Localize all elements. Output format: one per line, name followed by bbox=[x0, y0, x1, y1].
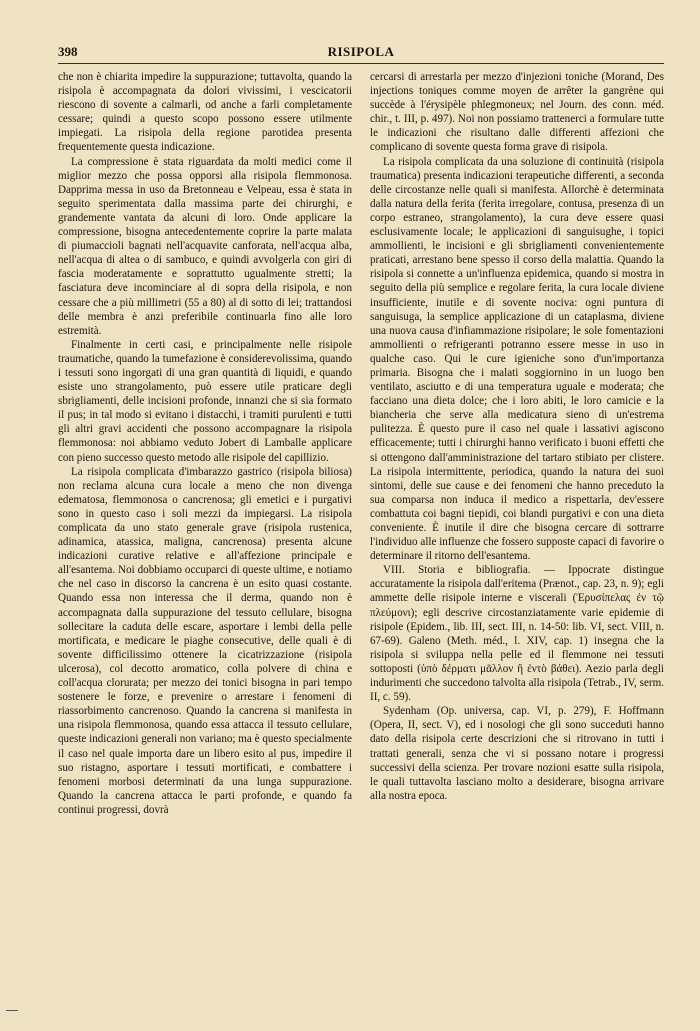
paragraph: Finalmente in certi casi, e principalmente nelle risipole traumatiche, quando la tumefazione è considerevolissima, quando i tessuti sono ingorgati di una gran quantità di liquidi, e quando esiste uno strangolamento, può essere utile praticare degli sbrigliamenti, delle incisioni profonde, innanzi che si sia formato il pus; in tal modo si evitano i distacchi, i tramiti purulenti e tutti gli altri gravi accidenti che possono accompagnare la risipola flemmonosa: noi abbiamo veduto Jobert di Lamballe applicare con pieno successo questo metodo alle risipole del capillizio. bbox=[58, 338, 352, 464]
margin-mark bbox=[6, 1010, 18, 1011]
paragraph: che non è chiarita impedire la suppurazione; tuttavolta, quando la risipola è accompagnata da dolori vivissimi, i vescicatorii riescono di sovente a calmarli, od anche a farli completamente cessare; quindi a questo scopo possono essere utilmente impiegati. La risipola della regione parotidea presenta frequentemente questa indicazione. bbox=[58, 71, 352, 154]
paragraph: La compressione è stata riguardata da molti medici come il miglior mezzo che possa opporsi alla risipola flemmonosa. Dapprima messa in uso da Bretonneau e Velpeau, essa è stata in seguito sperimentata dalla massima parte dei chirurghi, e grandemente vantata da alcuni di loro. Onde applicare la compressione, bisogna antecedentemente coprire la parte malata di piumaccioli bagnati nell'acquavite canforata, nell'acqua alba, nell'acqua di altea o di sambuco, e quindi avvolgerla con giri di fascia moderatamente e soprattutto ugualmente stretti; la fasciatura deve incominciare al di sopra della risipola, e non cessare che a più millimetri (55 a 80) al di sotto di lei; trattandosi delle membra è anzi preferibile continuarla fino alle loro estremità. bbox=[58, 155, 352, 337]
paragraph: La risipola complicata da una soluzione di continuità (risipola traumatica) presenta indicazioni terapeutiche differenti, a seconda delle circostanze nelle quali si manifesta. Allorchè è determinata dalla natura della ferita (ferita irregolare, contusa, presenza di un corpo estraneo, strangolamento), la cura deve essere quasi esclusivamente locale; le applicazioni di sanguisughe, i topici ammollienti, le incisioni e gli sbrigliamenti convenientemente praticati, arrestano bene spesso il corso della malattia. Quando la risipola si connette a un'influenza epidemica, quando si mostra in seguito della più semplice e regolare ferita, la cura locale diviene insufficiente, inutile e di sovente nociva: ogni puntura di sanguisuga, la semplice applicazione di un cataplasma, diviene una nuova causa d'infiammazione risipolare; le sole fomentazioni ammollienti o refrigeranti potranno essere messe in uso in qualche caso. Qui le cure igieniche sono d'un'importanza primaria. Bisogna che i malati soggiornino in un luogo ben ventilato, asciutto e di una temperatura uguale e moderata; che facciano una dieta dolce; che i loro abiti, le loro camicie e la biancheria che serve alla medicatura sieno di un'estrema pulitezza. È questo pure il caso nel quale i lassativi agiscono efficacemente; tutti i chirurghi hanno verificato i buoni effetti che si ottengono dall'amministrazione del tartaro stibiato per clistere. La risipola intermittente, periodica, quando la natura dei suoi sintomi, delle sue cause e dei fenomeni che hanno preceduto la sua comparsa non induca il medico a rispettarla, dev'essere combattuta coi bagni tiepidi, coi blandi purgativi e con una dieta conveniente. È inutile il dire che bisogna cercare di sottrarre l'individuo alle influenze che fossero supposte capaci di favorire o determinare il ritorno dell'esantema. bbox=[370, 155, 664, 563]
paragraph: cercarsi di arrestarla per mezzo d'injezioni toniche (Morand, Des injections toniques comme moyen de arrêter la gangrène qui succède à l'érysipèle phlegmoneux; nel Journ. des conn. méd. chir., t. III, p. 497). Noi non possiamo trattenerci a formulare tutte le indicazioni che risultano dalle differenti affezioni che complicano di sovente questa forma grave di risipola. bbox=[370, 71, 664, 154]
header-rule bbox=[58, 63, 664, 64]
left-column bbox=[58, 70, 352, 817]
paragraph: La risipola complicata d'imbarazzo gastrico (risipola biliosa) non reclama alcuna cura locale a meno che non divenga edematosa, flemmonosa o cancrenosa; gli emetici e i purgativi sono in questo caso i soli mezzi da impiegarsi. La risipola complicata da uno stato generale grave (risipola rustenica, adinamica, atassica, maligna, cancrenosa) presenta alcune indicazioni curative relative e all'affezione principale e all'esantema. Noi dobbiamo occuparci di queste ultime, e notiamo che nel caso in discorso la cancrena è un esito quasi costante. Quando essa non interessa che il derma, quando non è accompagnata dalla suppurazione del tessuto cellulare, bisogna sollecitare la caduta delle escare, asportare i lembi della pelle mortificata, e medicare le piaghe consecutive, delle quali è di sovente difficilissimo ottenere la cicatrizzazione (risipola ulcerosa), col decotto aromatico, colla polvere di china e coll'acqua clorurata; per mezzo dei tonici bisogna in pari tempo sostenere le forze, e prevenire o arrestare i fenomeni di riassorbimento cancrenoso. Quando la cancrena si manifesta in una risipola flemmonosa, quando essa attacca il tessuto cellulare, queste indicazioni generali non variano; ma è questo specialmente il caso nel quale importa dare un libero esito al pus, impedire il suo ristagno, asportare i tessuti mortificati, e combattere i fenomeni morbosi determinati da una lunga suppurazione. Quando la cancrena attacca le parti profonde, e quando fa continui progressi, dovrà bbox=[58, 465, 352, 816]
page-number: 398 bbox=[58, 44, 78, 59]
right-column bbox=[370, 70, 664, 803]
paragraph: VIII. Storia e bibliografia. — Ippocrate distingue accuratamente la risipola dall'eritema (Prænot., cap. 23, n. 9); egli ammette delle risipole interne e viscerali (Ἐρυσίπελας ἐν τῷ πλεύμονι); egli descrive circostanziatamente varie epidemie di risipole (Epidem., lib. III, sect. III, n. 14-50: lib. VI, sect. VIII, n. 67-69). Galeno (Meth. méd., l. XIV, cap. 1) insegna che la risipola si sviluppa nella pelle ed il flemmone nei tessuti sottoposti (ὑπὸ δέρματι μᾶλλον ἢ ἐντὸ βάθει). Aezio parla degli indurimenti che succedono talvolta alla risipola (Tetrab., IV, serm. II, c. 59). bbox=[370, 564, 664, 704]
running-title: RISIPOLA bbox=[327, 44, 395, 59]
paragraph: Sydenham (Op. universa, cap. VI, p. 279), F. Hoffmann (Opera, II, sect. V), ed i nosologi che gli sono succeduti hanno dato della risipola certe descrizioni che si ritrovano in tutti i trattati generali, senza che vi si possano notare i progressi successivi della scienza. Per trovare nozioni esatte sulla risipola, le quali tuttavolta lasciano molto a desiderare, bisogna arrivare alla nostra epoca. bbox=[370, 705, 664, 802]
page-header bbox=[58, 44, 664, 64]
